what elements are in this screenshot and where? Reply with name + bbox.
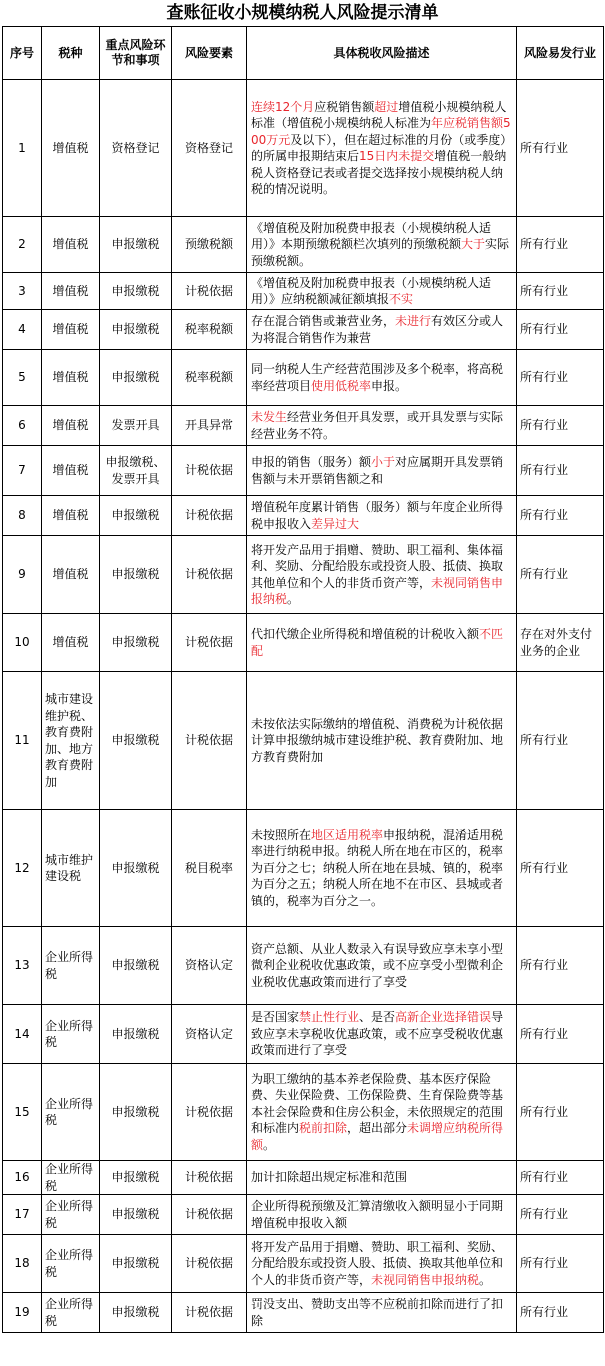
risk-description (247, 1064, 517, 1161)
tax-type: 增值税 (42, 406, 100, 446)
tax-type: 城市建设维护税、教育费附加、地方教育费附加 (42, 672, 100, 810)
tax-type: 企业所得税 (42, 1005, 100, 1064)
risk-element: 资格登记 (172, 80, 247, 217)
risk-description (247, 1005, 517, 1064)
highlight-text: 不实 (389, 292, 414, 306)
risk-description (247, 446, 517, 496)
header-industry: 风险易发行业 (517, 27, 604, 80)
table-row (3, 810, 604, 927)
industry: 所有行业 (517, 1235, 604, 1293)
description-text: 代扣代缴企业所得税和增值税的计税收入额 (251, 627, 480, 641)
risk-description (247, 350, 517, 406)
table-row (3, 614, 604, 672)
highlight-text: 15日内未提交 (359, 149, 435, 163)
risk-description (247, 810, 517, 927)
tax-type: 增值税 (42, 217, 100, 273)
row-number: 14 (3, 1005, 42, 1064)
risk-element: 预缴税额 (172, 217, 247, 273)
risk-link: 申报缴税 (100, 1064, 172, 1161)
risk-table (2, 26, 604, 1333)
description-text: 有效区分或人为将混合销售作为兼营 (251, 314, 504, 345)
risk-element: 资格认定 (172, 927, 247, 1005)
risk-element: 计税依据 (172, 1293, 247, 1333)
risk-link: 资格登记 (100, 80, 172, 217)
description-text: 申报。 (371, 378, 408, 393)
description-text: 申报的销售（服务）额 (251, 455, 372, 469)
table-row (3, 80, 604, 217)
table-row (3, 1293, 604, 1333)
industry: 所有行业 (517, 350, 604, 406)
row-number: 5 (3, 350, 42, 406)
description-text: 导致应享未享税收优惠政策，或不应享受税收优惠政策而进行了享受 (251, 1010, 504, 1058)
description-text: ，超出部分 (347, 1121, 408, 1136)
risk-element: 计税依据 (172, 672, 247, 810)
tax-type: 增值税 (42, 536, 100, 614)
description-text: 未按照所在 (251, 827, 312, 842)
risk-description (247, 927, 517, 1005)
description-text: 将开发产品用于捐赠、赞助、职工福利、集体福利、奖励、分配给股东或投资人股、抵债、换取其他单位和个人的非货币资产等， (251, 542, 504, 590)
row-number: 3 (3, 273, 42, 310)
description-text: 实际预缴税额。 (251, 237, 510, 268)
table-row (3, 406, 604, 446)
description-text: 及以下），但在超过标准的月份（或季度）的所属申报期结束后 (251, 132, 507, 163)
industry: 所有行业 (517, 446, 604, 496)
risk-link: 申报缴税 (100, 310, 172, 350)
highlight-text: 超过 (374, 99, 399, 114)
table-row (3, 672, 604, 810)
risk-description (247, 672, 517, 810)
tax-type: 增值税 (42, 80, 100, 217)
description-text: 未按依法实际缴纳的增值税、消费税为计税依据计算申报缴纳城市建设维护税、教育费附加、地方教育费附加 (251, 716, 504, 764)
risk-element: 税率税额 (172, 350, 247, 406)
table-row (3, 1064, 604, 1161)
row-number: 16 (3, 1161, 42, 1195)
tax-type: 增值税 (42, 310, 100, 350)
tax-type: 增值税 (42, 273, 100, 310)
row-number: 2 (3, 217, 42, 273)
risk-link: 申报缴税 (100, 614, 172, 672)
tax-type: 增值税 (42, 614, 100, 672)
highlight-text: 不匹配 (251, 627, 504, 658)
description-text: 存在混合销售或兼营业务， (251, 314, 396, 328)
row-number: 9 (3, 536, 42, 614)
risk-description (247, 406, 517, 446)
risk-element: 计税依据 (172, 446, 247, 496)
table-row (3, 927, 604, 1005)
risk-link: 申报缴税 (100, 1195, 172, 1235)
description-text: 。 (287, 592, 300, 606)
risk-element: 计税依据 (172, 1161, 247, 1195)
highlight-text: 未视同销售申报纳税 (371, 1272, 480, 1287)
header-tax: 税种 (42, 27, 100, 80)
industry: 所有行业 (517, 273, 604, 310)
highlight-text: 未发生 (251, 410, 288, 424)
industry: 所有行业 (517, 80, 604, 217)
industry: 所有行业 (517, 1293, 604, 1333)
description-text: 、是否 (359, 1010, 396, 1025)
table-row (3, 496, 604, 536)
risk-element: 计税依据 (172, 536, 247, 614)
description-text: 将开发产品用于捐赠、赞助、职工福利、奖励、分配给股东或投资人股、抵债、换取其他单位和个人的非货币资产等， (251, 1239, 504, 1287)
tax-type: 增值税 (42, 446, 100, 496)
highlight-text: 高新企业选择错误 (395, 1010, 492, 1025)
risk-link: 申报缴税 (100, 672, 172, 810)
row-number: 8 (3, 496, 42, 536)
header-description: 具体税收风险描述 (247, 27, 517, 80)
risk-element: 税率税额 (172, 310, 247, 350)
highlight-text: 小于 (371, 455, 396, 469)
tax-type: 企业所得税 (42, 1293, 100, 1333)
table-row (3, 1195, 604, 1235)
highlight-text: 未视同销售申报纳税 (251, 575, 504, 606)
risk-link: 申报缴税 (100, 927, 172, 1005)
risk-link: 申报缴税、发票开具 (100, 446, 172, 496)
tax-type: 企业所得税 (42, 927, 100, 1005)
description-text: 增值税年度累计销售（服务）额与年度企业所得税申报收入 (251, 500, 504, 531)
risk-link: 申报缴税 (100, 350, 172, 406)
description-text: 《增值税及附加税费申报表（小规模纳税人适用）》本期预缴税额栏次填列的预缴税额 (251, 220, 492, 252)
highlight-text: 年应税销售额500万元 (251, 116, 511, 147)
table-row (3, 310, 604, 350)
row-number: 7 (3, 446, 42, 496)
tax-type: 城市维护建设税 (42, 810, 100, 927)
industry: 所有行业 (517, 1064, 604, 1161)
row-number: 1 (3, 80, 42, 217)
row-number: 17 (3, 1195, 42, 1235)
header-no: 序号 (3, 27, 42, 80)
description-text: 加计扣除超出规定标准和范围 (251, 1170, 408, 1185)
row-number: 12 (3, 810, 42, 927)
industry: 存在对外支付业务的企业 (517, 614, 604, 672)
row-number: 15 (3, 1064, 42, 1161)
risk-description (247, 1195, 517, 1235)
description-text: 《增值税及附加税费申报表（小规模纳税人适用）》应纳税额减征额填报 (251, 275, 492, 306)
row-number: 11 (3, 672, 42, 810)
header-element: 风险要素 (172, 27, 247, 80)
row-number: 19 (3, 1293, 42, 1333)
risk-link: 发票开具 (100, 406, 172, 446)
row-number: 18 (3, 1235, 42, 1293)
table-row (3, 350, 604, 406)
risk-description (247, 310, 517, 350)
page-title: 查账征收小规模纳税人风险提示清单 (166, 3, 439, 23)
description-text: 罚没支出、赞助支出等不应税前扣除而进行了扣除 (251, 1297, 504, 1328)
risk-description (247, 80, 517, 217)
description-text: 是否国家 (251, 1010, 300, 1025)
tax-type: 企业所得税 (42, 1064, 100, 1161)
risk-description (247, 536, 517, 614)
industry: 所有行业 (517, 1005, 604, 1064)
industry: 所有行业 (517, 1161, 604, 1195)
table-row (3, 446, 604, 496)
industry: 所有行业 (517, 927, 604, 1005)
highlight-text: 未调增应纳税所得额 (251, 1121, 504, 1152)
tax-type: 企业所得税 (42, 1195, 100, 1235)
row-number: 13 (3, 927, 42, 1005)
description-text: 申报纳税，混淆适用税率进行纳税申报。纳税人所在地在市区的，税率为百分之七；纳税人所在地在县城、镇的，税率为百分之五；纳税人所在地不在市区、县城或者镇的，税率为百分之一。 (251, 827, 504, 908)
table-row (3, 217, 604, 273)
risk-element: 开具异常 (172, 406, 247, 446)
description-text: 资产总额、从业人数录入有误导致应享未享小型微利企业税收优惠政策，或不应享受小型微利企业税收优惠政策而进行了享受 (251, 941, 504, 989)
highlight-text: 未进行 (395, 314, 432, 328)
highlight-text: 使用低税率 (311, 378, 372, 393)
description-text: 应税销售额 (314, 99, 375, 114)
description-text: 经营业务但开具发票，或开具发票与实际经营业务不符。 (251, 410, 504, 441)
industry: 所有行业 (517, 672, 604, 810)
table-row (3, 536, 604, 614)
highlight-text: 连续12个月 (251, 99, 315, 114)
highlight-text: 差异过大 (311, 516, 360, 531)
tax-type: 企业所得税 (42, 1235, 100, 1293)
row-number: 6 (3, 406, 42, 446)
row-number: 10 (3, 614, 42, 672)
description-text: 增值税小规模纳税人标准（增值税小规模纳税人标准为 (251, 99, 507, 130)
industry: 所有行业 (517, 536, 604, 614)
tax-type: 企业所得税 (42, 1161, 100, 1195)
tax-type: 增值税 (42, 496, 100, 536)
highlight-text: 禁止性行业 (299, 1010, 360, 1025)
risk-link: 申报缴税 (100, 273, 172, 310)
table-row (3, 273, 604, 310)
risk-element: 计税依据 (172, 496, 247, 536)
description-text: 为职工缴纳的基本养老保险费、基本医疗保险费、失业保险费、工伤保险费、生育保险费等基本社会保险费和住房公积金，未依照规定的范围和标准内 (251, 1071, 504, 1136)
table-row (3, 1161, 604, 1195)
risk-description (247, 1161, 517, 1195)
risk-description (247, 1235, 517, 1293)
description-text: 同一纳税人生产经营范围涉及多个税率，将高税率经营项目 (251, 362, 504, 393)
risk-link: 申报缴税 (100, 1293, 172, 1333)
highlight-text: 地区适用税率 (311, 827, 384, 842)
row-number: 4 (3, 310, 42, 350)
risk-element: 计税依据 (172, 273, 247, 310)
table-row (3, 1005, 604, 1064)
description-text: 对应属期开具发票销售额与未开票销售额之和 (251, 455, 504, 486)
risk-link: 申报缴税 (100, 217, 172, 273)
risk-element: 计税依据 (172, 1235, 247, 1293)
header-link: 重点风险环节和事项 (100, 27, 172, 80)
risk-element: 计税依据 (172, 1064, 247, 1161)
tax-type: 增值税 (42, 350, 100, 406)
risk-link: 申报缴税 (100, 496, 172, 536)
risk-description (247, 273, 517, 310)
risk-element: 计税依据 (172, 1195, 247, 1235)
industry: 所有行业 (517, 217, 604, 273)
industry: 所有行业 (517, 310, 604, 350)
highlight-text: 税前扣除 (299, 1121, 348, 1136)
risk-description (247, 217, 517, 273)
risk-link: 申报缴税 (100, 1005, 172, 1064)
highlight-text: 大于 (461, 237, 486, 252)
description-text: 企业所得税预缴及汇算清缴收入额明显小于同期增值税申报收入额 (251, 1199, 504, 1230)
table-row (3, 1235, 604, 1293)
risk-description (247, 496, 517, 536)
industry: 所有行业 (517, 1195, 604, 1235)
header-row (3, 27, 604, 80)
industry: 所有行业 (517, 406, 604, 446)
description-text: 。 (263, 1137, 276, 1152)
description-text: 。 (479, 1272, 492, 1287)
risk-element: 资格认定 (172, 1005, 247, 1064)
risk-link: 申报缴税 (100, 1161, 172, 1195)
risk-link: 申报缴税 (100, 1235, 172, 1293)
risk-link: 申报缴税 (100, 810, 172, 927)
risk-element: 计税依据 (172, 614, 247, 672)
industry: 所有行业 (517, 810, 604, 927)
description-text: 增值税一般纳税人资格登记表或者提交选择按小规模纳税人纳税的情况说明。 (251, 149, 507, 196)
risk-element: 税目税率 (172, 810, 247, 927)
risk-description (247, 614, 517, 672)
industry: 所有行业 (517, 496, 604, 536)
risk-link: 申报缴税 (100, 536, 172, 614)
risk-description (247, 1293, 517, 1333)
